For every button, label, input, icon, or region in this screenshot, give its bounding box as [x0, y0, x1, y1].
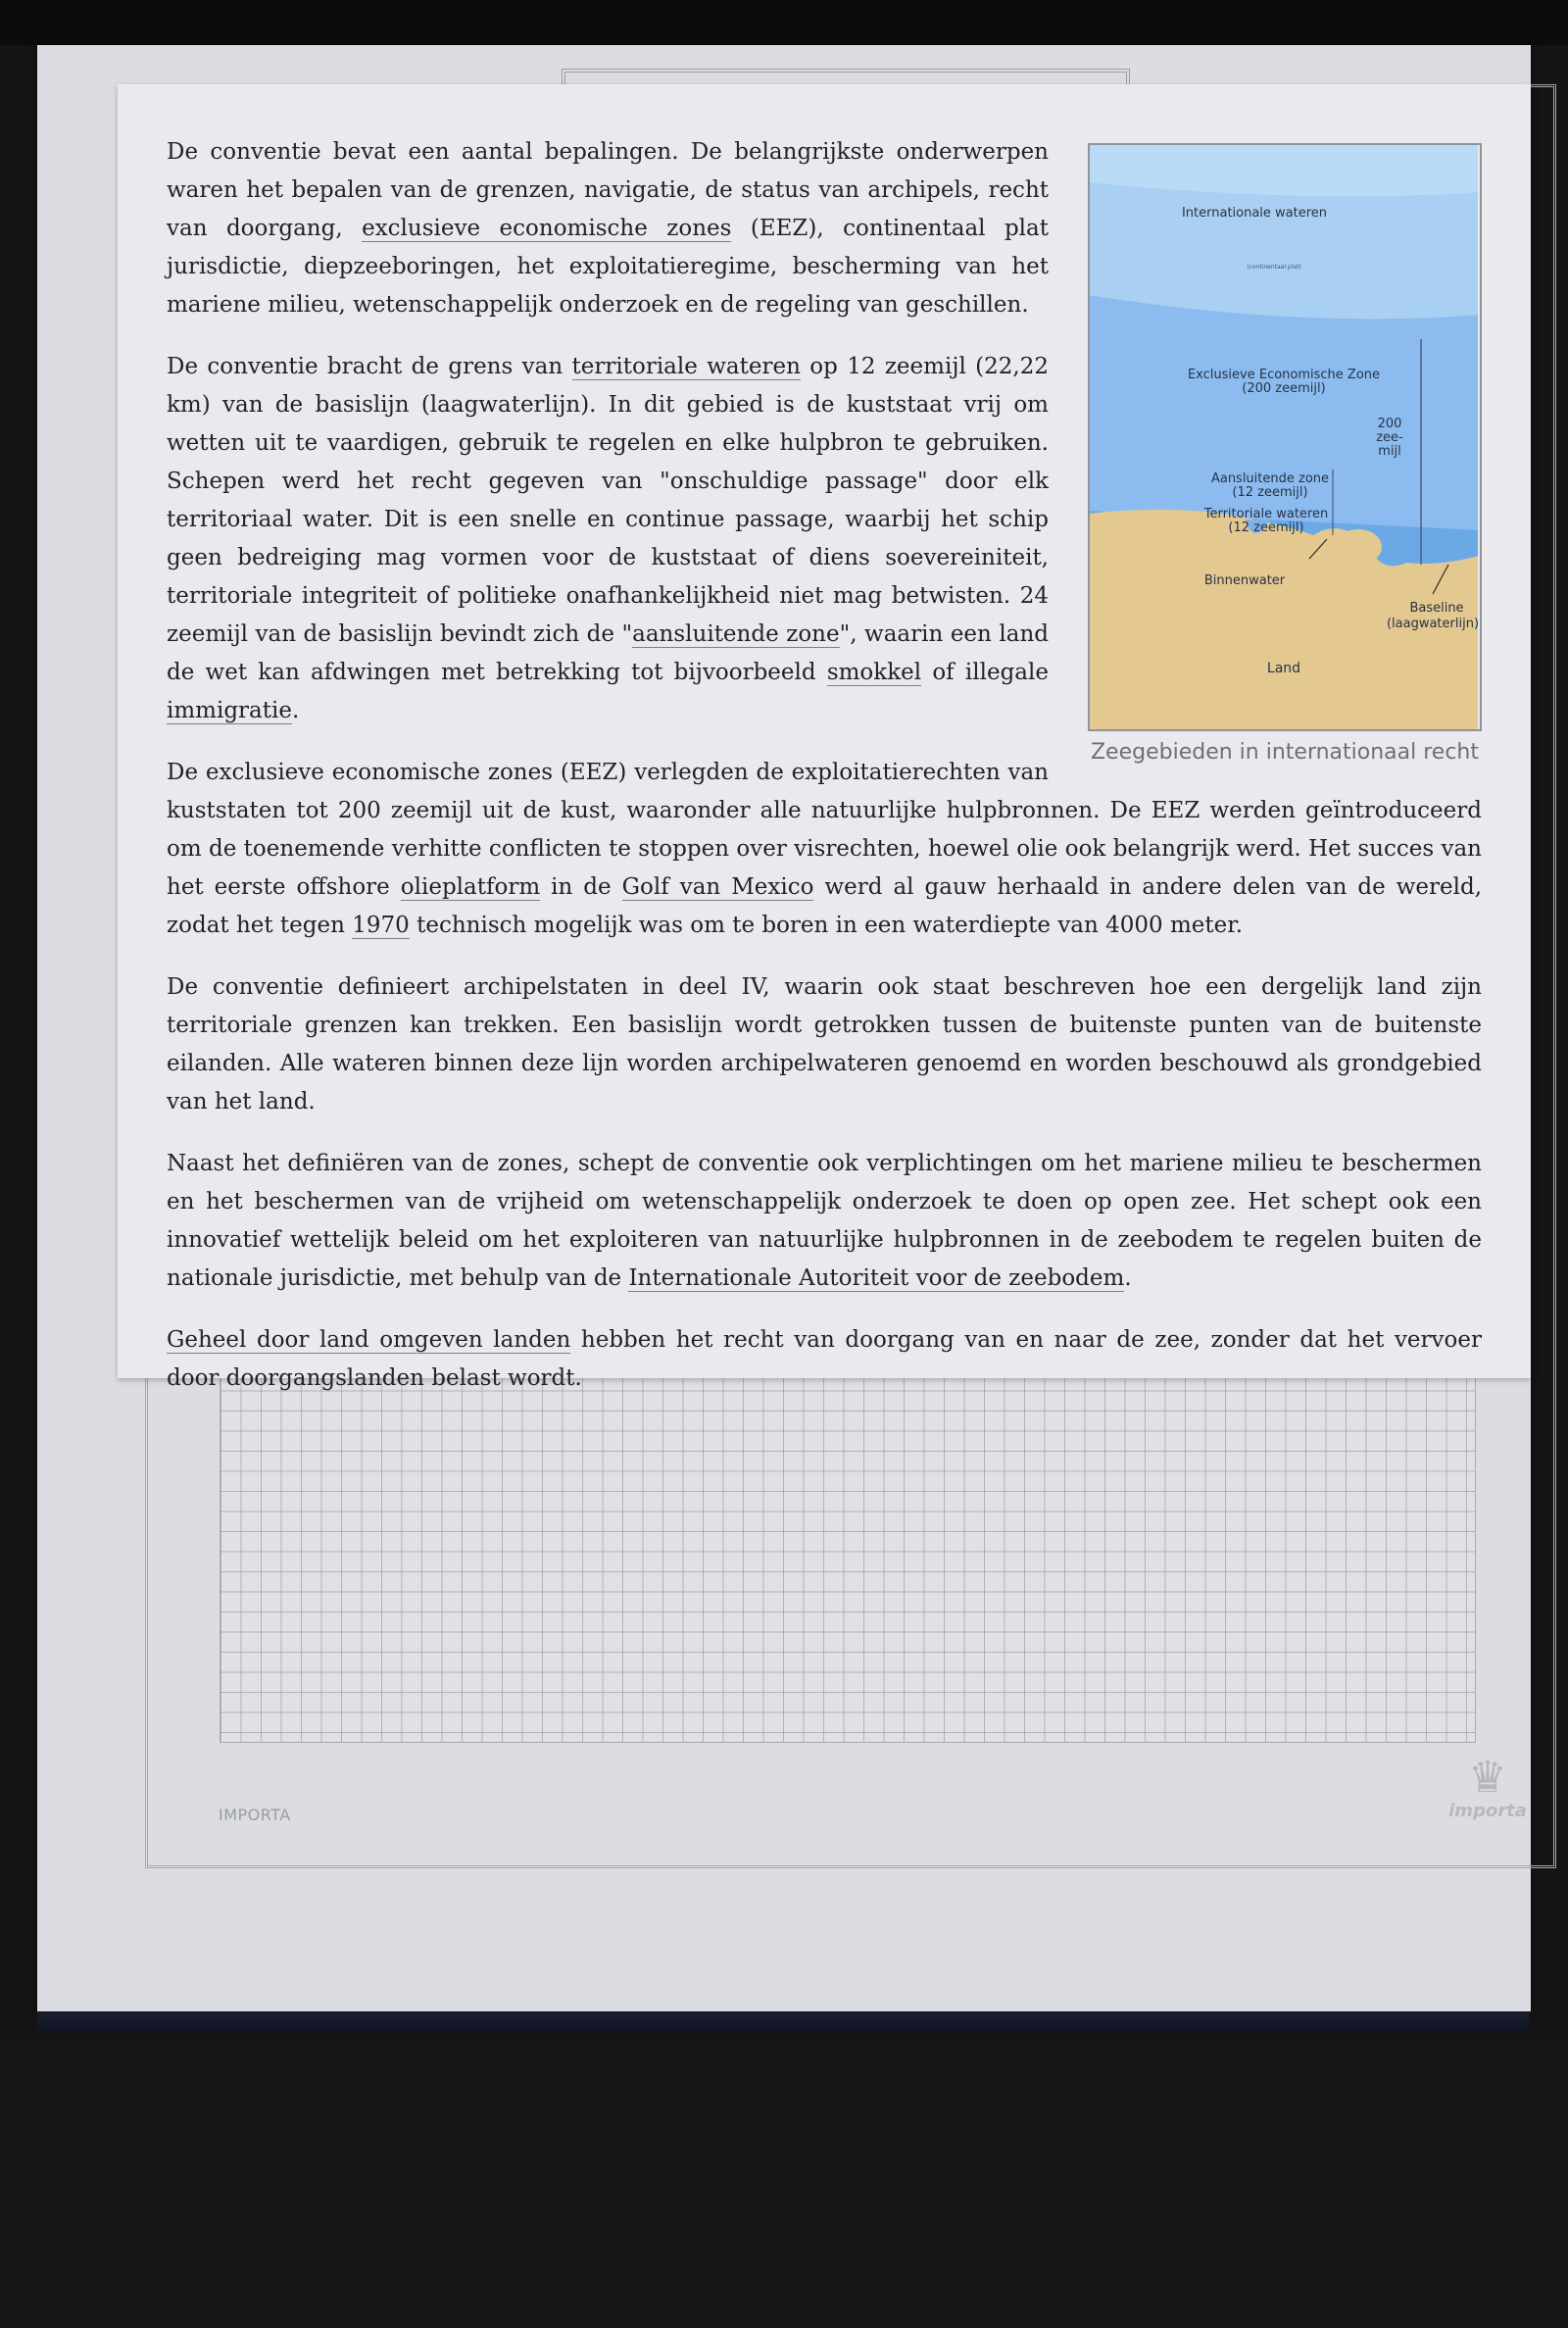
link-contiguous-zone[interactable]: aansluitende zone — [632, 621, 840, 647]
link-gulf-of-mexico[interactable]: Golf van Mexico — [621, 874, 814, 900]
label-dist-3: mijl — [1378, 444, 1401, 459]
p3-text-2: in de — [540, 874, 622, 900]
label-land: Land — [1266, 661, 1301, 676]
label-contiguous-sub: (12 zeemijl) — [1232, 485, 1308, 500]
top-dark-band — [0, 0, 1568, 45]
p5-text-2: . — [1124, 1265, 1132, 1291]
p2-text-3: ", waarin een land de wet kan afdwingen met betrekking tot bijvoorbeeld — [167, 621, 1049, 685]
p2-text-2: op 12 zeemijl (22,22 km) van de basislijn (laagwaterlijn). In dit gebied is de kuststaat vrij om wetten uit te vaardigen, gebruik te regelen en elke hulpbron te gebruiken. Schepen werd het recht gegeven van "onschuldige passage" door elk territoriaal water. Dit is een snelle en continue passage, waarbij het schip geen bedreiging mag vormen voor de kuststaat of diens soevereiniteit, territoriale integriteit of politieke onafhankelijkheid niet mag betwisten. 24 zeemijl van de basislijn bevindt zich de " — [167, 354, 1049, 647]
label-eez-sub: (200 zeemijl) — [1242, 381, 1326, 396]
label-dist-2: zee- — [1376, 430, 1403, 445]
label-baseline-title: Baseline — [1409, 601, 1464, 616]
printed-article-sheet — [118, 84, 1531, 1391]
p5-text-1: Naast het definiëren van de zones, schept de conventie ook verplichtingen om het mariene milieu te beschermen en het beschermen van de vrijheid om wetenschappelijk onderzoek te doen op open zee. Het schept ook een innovatief wettelijk beleid om het exploiteren van natuurlijke hulpbronnen in de zeebodem te regelen buiten de nationale jurisdictie, met behulp van de — [167, 1151, 1482, 1291]
p3-text-1: De exclusieve economische zones (EEZ) verlegden de exploitatierechten van kuststaten tot 200 zeemijl uit de kust, waaronder alle natuurlijke hulpbronnen. De EEZ werden geïntroduceerd om de toenemende verhitte conflicten te stoppen over visrechten, hoewel olie ook belangrijk werd. Het succes van het eerste offshore — [167, 760, 1482, 900]
label-dist-1: 200 — [1377, 417, 1402, 431]
link-smuggling[interactable]: smokkel — [826, 660, 922, 685]
crown-icon: ♛ — [1468, 1753, 1507, 1803]
sea-zones-figure — [1088, 143, 1482, 767]
link-immigration[interactable]: immigratie — [167, 698, 292, 723]
label-eez-title: Exclusieve Economische Zone — [1187, 368, 1381, 382]
logo-text: importa — [1448, 1801, 1527, 1821]
album-binding-edge — [37, 2011, 1529, 2031]
p2-text-4: of illegale — [921, 660, 1049, 685]
label-contiguous-title: Aansluitende zone — [1210, 471, 1330, 486]
label-inland-water: Binnenwater — [1203, 573, 1286, 588]
figure-caption: Zeegebieden in internationaal recht — [1090, 740, 1479, 765]
p3-text-4: technisch mogelijk was om te boren in een waterdiepte van 4000 meter. — [409, 913, 1244, 938]
p2-text-5: . — [291, 698, 300, 723]
p6-text-1: hebben het recht van doorgang van en naar de zee, zonder dat het vervoer door doorgangslanden belast wordt. — [167, 1327, 1482, 1391]
paragraph-4: De conventie definieert archipelstaten in deel IV, waarin ook staat beschreven hoe een dergelijk land zijn territoriale grenzen kan trekken. Een basislijn wordt getrokken tussen de buitenste punten van de buitenste eilanden. Alle wateren binnen deze lijn worden archipelwateren genoemd en worden beschouwd als grondgebied van het land. — [167, 974, 1482, 1114]
island — [1335, 529, 1382, 565]
importa-logo — [1448, 1753, 1527, 1829]
label-territorial-sub: (12 zeemijl) — [1228, 520, 1304, 535]
label-international-waters: Internationale wateren — [1181, 206, 1328, 221]
link-seabed-authority[interactable]: Internationale Autoriteit voor de zeebodem — [628, 1265, 1125, 1291]
paragraph-3 — [167, 754, 1482, 945]
label-continental-plate: (continentaal plat) — [1247, 264, 1301, 271]
label-baseline-sub: (laagwaterlijn) — [1386, 617, 1480, 631]
paragraph-6 — [167, 1321, 1482, 1398]
p1-text-1: De conventie bevat een aantal bepalingen. De belangrijkste onderwerpen waren het bepalen van de grenzen, navigatie, de status van archipels, recht van doorgang, — [167, 139, 1049, 241]
p3-text-3: werd al gauw herhaald in andere delen van de wereld, zodat het tegen — [167, 874, 1483, 938]
link-oil-platform[interactable]: olieplatform — [400, 874, 541, 900]
p1-text-2: (EEZ), continentaal plat jurisdictie, diepzeeboringen, het exploitatieregime, bescherming van het mariene milieu, wetenschappelijk onderzoek en de regeling van geschillen. — [167, 216, 1049, 318]
link-eez[interactable]: exclusieve economische zones — [362, 216, 732, 241]
link-territorial-waters[interactable]: territoriale wateren — [571, 354, 801, 379]
article-body — [167, 133, 1482, 1421]
link-landlocked-countries[interactable]: Geheel door land omgeven landen — [167, 1327, 571, 1353]
paragraph-5 — [167, 1145, 1482, 1298]
sea-zones-diagram — [1088, 143, 1482, 731]
link-1970[interactable]: 1970 — [352, 913, 410, 938]
brand-left: IMPORTA — [219, 1806, 291, 1824]
bottom-dark-area — [0, 2039, 1568, 2328]
label-territorial-title: Territoriale wateren — [1203, 507, 1329, 521]
p2-text-1: De conventie bracht de grens van — [167, 354, 572, 379]
